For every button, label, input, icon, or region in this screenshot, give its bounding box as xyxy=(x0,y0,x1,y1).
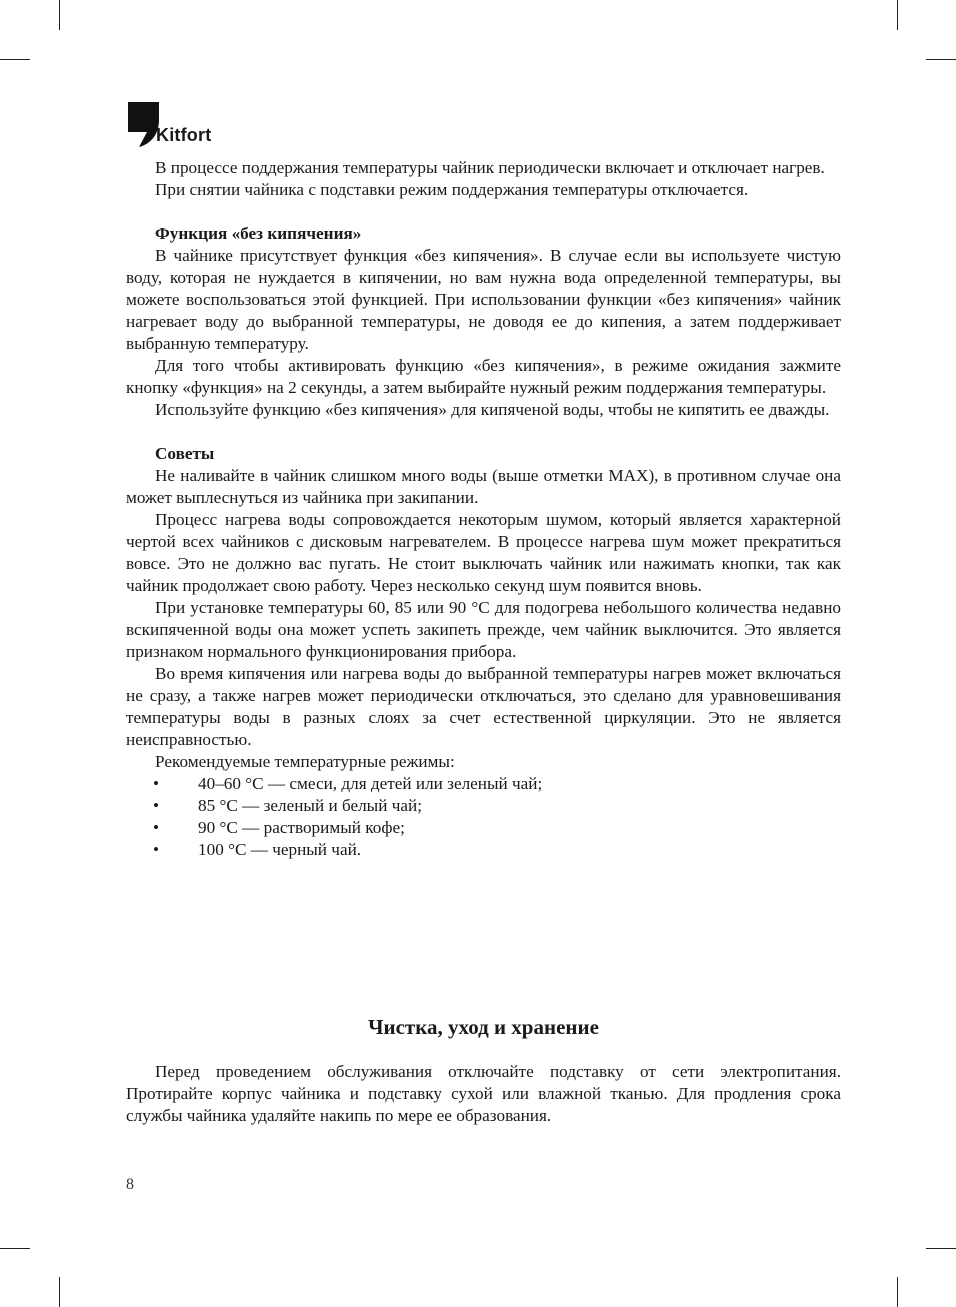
intro-paragraph-2: При снятии чайника с подставки режим поддержания температуры отключается. xyxy=(155,180,749,199)
intro-paragraph-1: В процессе поддержания температуры чайник периодически включает и отключает нагрев. xyxy=(155,158,825,177)
page-number: 8 xyxy=(126,1176,134,1193)
list-item: • 85 °C — зеленый и белый чай; xyxy=(153,796,422,815)
no-boil-paragraph-2: Для того чтобы активировать функцию «без кипячения», в режиме ожидания зажмите кнопку «функция» на 2 секунды, а затем выбирайте нужный режим поддержания температуры. xyxy=(126,356,841,397)
main-content xyxy=(126,157,841,861)
temperature-modes-list xyxy=(126,773,841,861)
tips-paragraph-4: Во время кипячения или нагрева воды до выбранной температуры нагрев может включаться не сразу, а также нагрев может периодически отключаться, это сделано для уравновешивания температуры воды в разных слоях за счет естественной циркуляции. Это не является неисправностью. xyxy=(126,664,841,749)
list-item: • 40–60 °C — смеси, для детей или зеленый чай; xyxy=(153,774,543,793)
tips-paragraph-3: При установке температуры 60, 85 или 90 °C для подогрева небольшого количества недавно вскипяченной воды она может успеть закипеть прежде, чем чайник выключится. Это является признаком нормального функционирования прибора. xyxy=(126,598,841,661)
tips-paragraph-2: Процесс нагрева воды сопровождается некоторым шумом, который является характерной чертой всех чайников с дисковым нагревателем. В процессе нагрева шум может прекратиться вовсе. Это не должно вас пугать. Не стоит выключать чайник или нажимать кнопки, так как чайник продолжает свою работу. Через несколько секунд шум появится вновь. xyxy=(126,510,841,595)
no-boil-paragraph-3: Используйте функцию «без кипячения» для кипяченой воды, чтобы не кипятить ее дважды. xyxy=(155,400,830,419)
crop-mark-bottom-left xyxy=(59,1277,60,1307)
care-section-title: Чистка, уход и хранение xyxy=(368,1015,599,1039)
crop-mark-right-top xyxy=(926,59,956,60)
care-paragraph: Перед проведением обслуживания отключайте подставку от сети электропитания. Протирайте корпус чайника и подставку сухой или влажной тканью. Для продления срока службы чайника удаляйте накипь по мере ее образования. xyxy=(126,1062,841,1125)
bullet-icon: • xyxy=(153,796,160,815)
crop-mark-left-bottom xyxy=(0,1248,30,1249)
list-item: • 90 °C — растворимый кофе; xyxy=(153,818,405,837)
tips-paragraph-1: Не наливайте в чайник слишком много воды (выше отметки MAX), в противном случае она может выплеснуться из чайника при закипании. xyxy=(126,466,841,507)
modes-intro: Рекомендуемые температурные режимы: xyxy=(155,752,455,771)
bullet-icon: • xyxy=(153,840,160,859)
crop-mark-left-top xyxy=(0,59,30,60)
care-content xyxy=(126,1061,841,1127)
crop-mark-right-bottom xyxy=(926,1248,956,1249)
no-boil-paragraph-1: В чайнике присутствует функция «без кипячения». В случае если вы используете чистую воду, которая не нуждается в кипячении, но вам нужна вода определенной температуры, вы можете воспользоваться этой функцией. При использовании функции «без кипячения» чайник нагревает воду до выбранной температуры, не доводя ее до кипения, а затем поддерживает выбранную температуру. xyxy=(126,246,841,353)
list-item: • 100 °C — черный чай. xyxy=(153,840,362,859)
brand-logo xyxy=(127,100,247,150)
bullet-icon: • xyxy=(153,818,160,837)
crop-mark-top-left xyxy=(59,0,60,30)
tips-heading: Советы xyxy=(155,444,215,463)
crop-mark-bottom-right xyxy=(897,1277,898,1307)
brand-name: Kitfort xyxy=(156,125,212,145)
crop-mark-top-right xyxy=(897,0,898,30)
no-boil-heading: Функция «без кипячения» xyxy=(155,224,362,243)
bullet-icon: • xyxy=(153,774,160,793)
